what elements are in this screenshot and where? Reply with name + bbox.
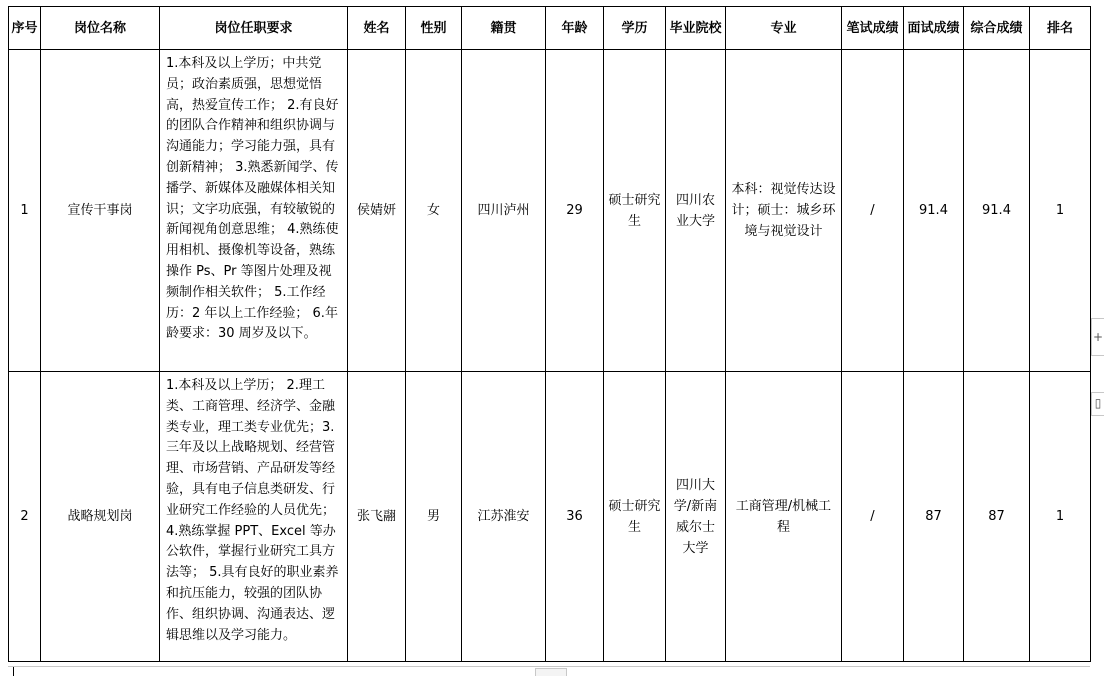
cell-school: 四川农业大学	[666, 50, 726, 372]
cell-age: 36	[546, 372, 604, 662]
header-requirements: 岗位任职要求	[160, 7, 348, 50]
cell-requirements: 1.本科及以上学历； 2.理工类、工商管理、经济学、金融类专业，理工类专业优先；3.三年及以上战略规划、经营管理、市场营销、产品研发等经验，具有电子信息类研发、行业研究工作经验的人员优先； 4.熟练掌握 PPT、Excel 等办公软件，掌握行业研究工具方法等； 5.具有良好的职业素养和抗压能力，较强的团队协作、组织协调、沟通表达、逻辑思维以及学习能力。	[160, 372, 348, 662]
page-bottom-divider	[8, 666, 1090, 667]
header-origin: 籍贯	[462, 7, 546, 50]
table-row	[9, 50, 1091, 372]
cell-major: 工商管理/机械工程	[726, 372, 842, 662]
header-seq: 序号	[9, 7, 41, 50]
cell-position: 战略规划岗	[41, 372, 160, 662]
header-position: 岗位名称	[41, 7, 160, 50]
cell-total-score: 91.4	[964, 50, 1030, 372]
cell-total-score: 87	[964, 372, 1030, 662]
cell-interview-score: 91.4	[904, 50, 964, 372]
cell-requirements: 1.本科及以上学历；中共党员；政治素质强，思想觉悟高，热爱宣传工作； 2.有良好的团队合作精神和组织协调与沟通能力；学习能力强，具有创新精神； 3.熟悉新闻学、传播学、新媒体及融媒体相关知识；文字功底强，有较敏锐的新闻视角创意思维； 4.熟练使用相机、摄像机等设备，熟练操作 Ps、Pr 等图片处理及视频制作相关软件； 5.工作经历：2 年以上工作经验； 6.年龄要求：30 周岁及以下。	[160, 50, 348, 372]
header-interview-score: 面试成绩	[904, 7, 964, 50]
header-rank: 排名	[1030, 7, 1091, 50]
layout-options-icon[interactable]: ▯	[1091, 392, 1104, 416]
header-written-score: 笔试成绩	[842, 7, 904, 50]
cell-major: 本科：视觉传达设计；硕士：城乡环境与视觉设计	[726, 50, 842, 372]
cell-name: 张飞翮	[348, 372, 406, 662]
scroll-position-marker[interactable]	[535, 668, 567, 676]
header-age: 年龄	[546, 7, 604, 50]
cell-age: 29	[546, 50, 604, 372]
cell-seq: 1	[9, 50, 41, 372]
cell-seq: 2	[9, 372, 41, 662]
cell-gender: 男	[406, 372, 462, 662]
header-name: 姓名	[348, 7, 406, 50]
cell-written-score: /	[842, 50, 904, 372]
header-school: 毕业院校	[666, 7, 726, 50]
header-row	[9, 7, 1091, 50]
results-table	[8, 6, 1091, 662]
header-education: 学历	[604, 7, 666, 50]
cell-rank: 1	[1030, 50, 1091, 372]
header-major: 专业	[726, 7, 842, 50]
cell-origin: 江苏淮安	[462, 372, 546, 662]
header-total-score: 综合成绩	[964, 7, 1030, 50]
table-row	[9, 372, 1091, 662]
header-gender: 性别	[406, 7, 462, 50]
add-row-icon[interactable]: +	[1091, 318, 1104, 356]
cell-interview-score: 87	[904, 372, 964, 662]
cell-written-score: /	[842, 372, 904, 662]
cell-position: 宣传干事岗	[41, 50, 160, 372]
cell-school: 四川大学/新南威尔士大学	[666, 372, 726, 662]
cell-origin: 四川泸州	[462, 50, 546, 372]
cell-rank: 1	[1030, 372, 1091, 662]
text-cursor	[13, 667, 14, 676]
cell-name: 侯婧妍	[348, 50, 406, 372]
cell-gender: 女	[406, 50, 462, 372]
cell-education: 硕士研究生	[604, 50, 666, 372]
cell-education: 硕士研究生	[604, 372, 666, 662]
